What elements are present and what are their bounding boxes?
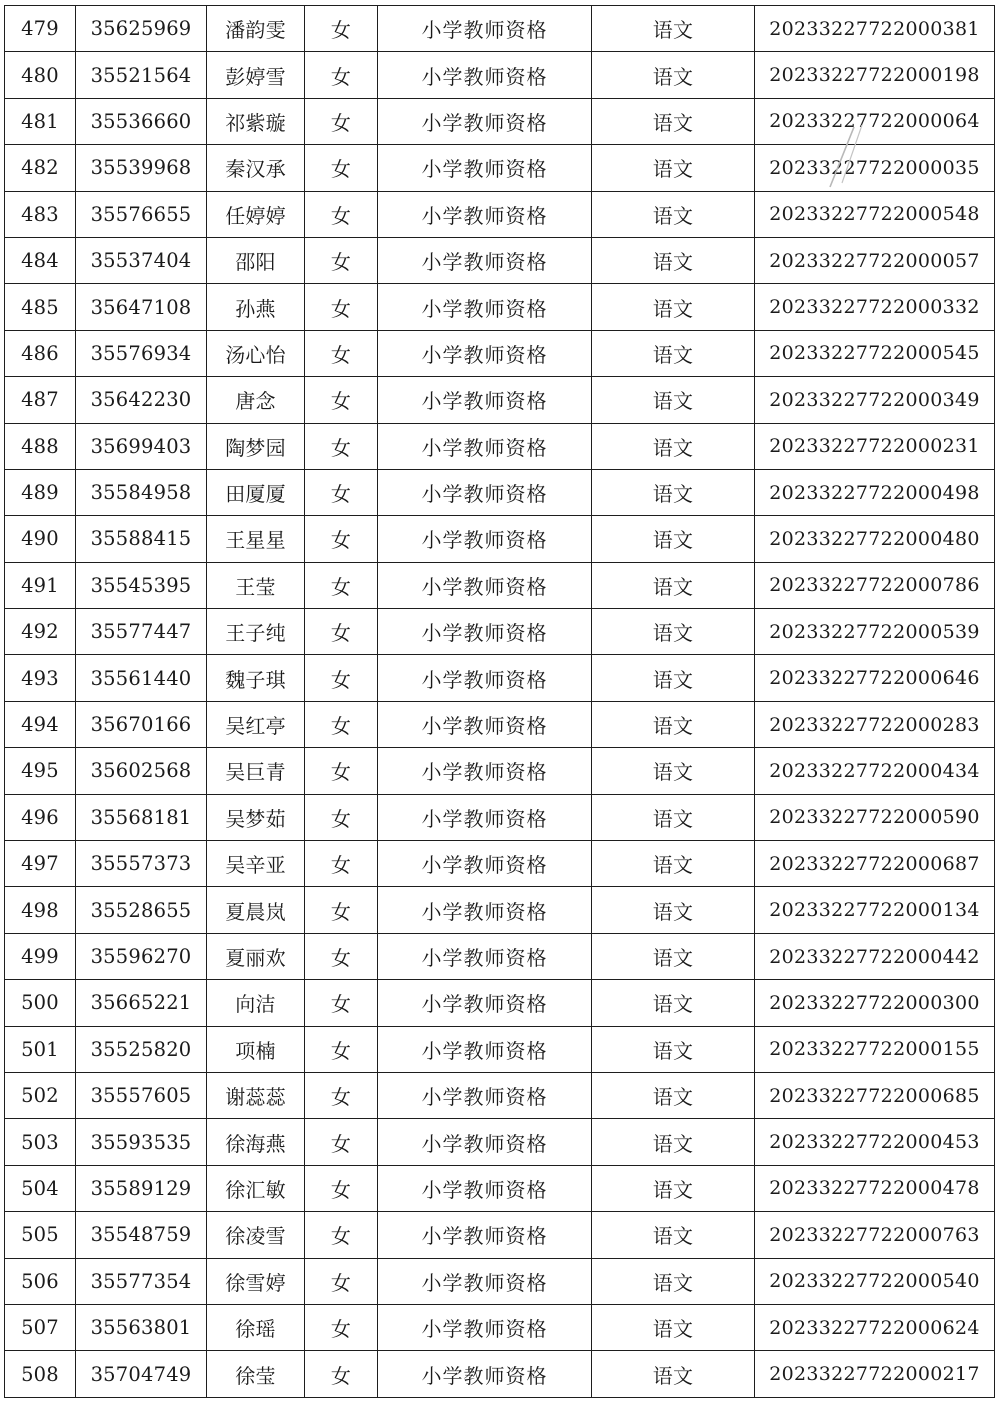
subject-cell: 语文 — [592, 609, 755, 655]
gender-cell: 女 — [305, 145, 378, 191]
registration-number-cell: 35584958 — [76, 469, 207, 515]
registration-number-cell: 35521564 — [76, 52, 207, 98]
seq-cell: 494 — [5, 701, 76, 747]
table-row — [5, 191, 995, 237]
gender-cell: 女 — [305, 701, 378, 747]
document-page — [4, 5, 994, 1422]
certificate-type-cell: 小学教师资格 — [378, 237, 592, 283]
seq-cell: 500 — [5, 980, 76, 1026]
table-row — [5, 701, 995, 747]
subject-cell: 语文 — [592, 980, 755, 1026]
seq-cell: 491 — [5, 562, 76, 608]
table-row — [5, 237, 995, 283]
table-row — [5, 1351, 995, 1397]
gender-cell: 女 — [305, 1072, 378, 1118]
table-row — [5, 794, 995, 840]
subject-cell: 语文 — [592, 655, 755, 701]
exam-number-cell: 20233227722000480 — [755, 516, 995, 562]
table-row — [5, 655, 995, 701]
gender-cell: 女 — [305, 933, 378, 979]
registration-number-cell: 35577447 — [76, 609, 207, 655]
exam-number-cell: 20233227722000548 — [755, 191, 995, 237]
gender-cell: 女 — [305, 980, 378, 1026]
table-row — [5, 933, 995, 979]
subject-cell: 语文 — [592, 98, 755, 144]
seq-cell: 487 — [5, 377, 76, 423]
exam-number-cell: 20233227722000687 — [755, 841, 995, 887]
table-row — [5, 1258, 995, 1304]
table-row — [5, 562, 995, 608]
certificate-type-cell: 小学教师资格 — [378, 52, 592, 98]
name-cell: 祁紫璇 — [207, 98, 305, 144]
name-cell: 吴红亭 — [207, 701, 305, 747]
subject-cell: 语文 — [592, 377, 755, 423]
certificate-type-cell: 小学教师资格 — [378, 423, 592, 469]
subject-cell: 语文 — [592, 52, 755, 98]
name-cell: 邵阳 — [207, 237, 305, 283]
subject-cell: 语文 — [592, 423, 755, 469]
subject-cell: 语文 — [592, 1165, 755, 1211]
gender-cell: 女 — [305, 1026, 378, 1072]
exam-number-cell: 20233227722000540 — [755, 1258, 995, 1304]
registration-number-cell: 35647108 — [76, 284, 207, 330]
seq-cell: 493 — [5, 655, 76, 701]
table-row — [5, 377, 995, 423]
registration-number-cell: 35525820 — [76, 1026, 207, 1072]
registration-number-cell: 35528655 — [76, 887, 207, 933]
certificate-type-cell: 小学教师资格 — [378, 330, 592, 376]
table-row — [5, 609, 995, 655]
subject-cell: 语文 — [592, 841, 755, 887]
table-row — [5, 1304, 995, 1350]
certificate-type-cell: 小学教师资格 — [378, 980, 592, 1026]
registration-number-cell: 35699403 — [76, 423, 207, 469]
subject-cell: 语文 — [592, 1119, 755, 1165]
seq-cell: 480 — [5, 52, 76, 98]
certificate-type-cell: 小学教师资格 — [378, 841, 592, 887]
gender-cell: 女 — [305, 191, 378, 237]
seq-cell: 502 — [5, 1072, 76, 1118]
exam-number-cell: 20233227722000786 — [755, 562, 995, 608]
name-cell: 魏子琪 — [207, 655, 305, 701]
subject-cell: 语文 — [592, 330, 755, 376]
seq-cell: 497 — [5, 841, 76, 887]
table-row — [5, 330, 995, 376]
name-cell: 吴巨青 — [207, 748, 305, 794]
gender-cell: 女 — [305, 1212, 378, 1258]
certificate-type-cell: 小学教师资格 — [378, 1258, 592, 1304]
exam-number-cell: 20233227722000349 — [755, 377, 995, 423]
candidate-table-body — [5, 6, 995, 1398]
seq-cell: 483 — [5, 191, 76, 237]
exam-number-cell: 20233227722000064 — [755, 98, 995, 144]
certificate-type-cell: 小学教师资格 — [378, 191, 592, 237]
name-cell: 王莹 — [207, 562, 305, 608]
subject-cell: 语文 — [592, 701, 755, 747]
name-cell: 向洁 — [207, 980, 305, 1026]
table-row — [5, 469, 995, 515]
seq-cell: 499 — [5, 933, 76, 979]
seq-cell: 507 — [5, 1304, 76, 1350]
name-cell: 王子纯 — [207, 609, 305, 655]
registration-number-cell: 35704749 — [76, 1351, 207, 1397]
gender-cell: 女 — [305, 562, 378, 608]
name-cell: 王星星 — [207, 516, 305, 562]
table-row — [5, 52, 995, 98]
gender-cell: 女 — [305, 1351, 378, 1397]
subject-cell: 语文 — [592, 237, 755, 283]
subject-cell: 语文 — [592, 933, 755, 979]
certificate-type-cell: 小学教师资格 — [378, 794, 592, 840]
certificate-type-cell: 小学教师资格 — [378, 6, 592, 52]
certificate-type-cell: 小学教师资格 — [378, 145, 592, 191]
registration-number-cell: 35557373 — [76, 841, 207, 887]
certificate-type-cell: 小学教师资格 — [378, 655, 592, 701]
name-cell: 徐雪婷 — [207, 1258, 305, 1304]
name-cell: 任婷婷 — [207, 191, 305, 237]
exam-number-cell: 20233227722000231 — [755, 423, 995, 469]
certificate-type-cell: 小学教师资格 — [378, 469, 592, 515]
certificate-type-cell: 小学教师资格 — [378, 377, 592, 423]
exam-number-cell: 20233227722000453 — [755, 1119, 995, 1165]
table-row — [5, 1212, 995, 1258]
name-cell: 彭婷雪 — [207, 52, 305, 98]
gender-cell: 女 — [305, 284, 378, 330]
seq-cell: 485 — [5, 284, 76, 330]
name-cell: 秦汉承 — [207, 145, 305, 191]
name-cell: 谢蕊蕊 — [207, 1072, 305, 1118]
subject-cell: 语文 — [592, 516, 755, 562]
registration-number-cell: 35576934 — [76, 330, 207, 376]
gender-cell: 女 — [305, 237, 378, 283]
table-row — [5, 423, 995, 469]
exam-number-cell: 20233227722000685 — [755, 1072, 995, 1118]
table-row — [5, 1119, 995, 1165]
subject-cell: 语文 — [592, 562, 755, 608]
exam-number-cell: 20233227722000283 — [755, 701, 995, 747]
table-row — [5, 887, 995, 933]
gender-cell: 女 — [305, 1304, 378, 1350]
registration-number-cell: 35577354 — [76, 1258, 207, 1304]
subject-cell: 语文 — [592, 887, 755, 933]
seq-cell: 495 — [5, 748, 76, 794]
registration-number-cell: 35596270 — [76, 933, 207, 979]
registration-number-cell: 35557605 — [76, 1072, 207, 1118]
name-cell: 夏晨岚 — [207, 887, 305, 933]
table-row — [5, 980, 995, 1026]
certificate-type-cell: 小学教师资格 — [378, 933, 592, 979]
gender-cell: 女 — [305, 516, 378, 562]
subject-cell: 语文 — [592, 1258, 755, 1304]
exam-number-cell: 20233227722000300 — [755, 980, 995, 1026]
subject-cell: 语文 — [592, 748, 755, 794]
subject-cell: 语文 — [592, 145, 755, 191]
name-cell: 吴辛亚 — [207, 841, 305, 887]
gender-cell: 女 — [305, 377, 378, 423]
subject-cell: 语文 — [592, 191, 755, 237]
exam-number-cell: 20233227722000646 — [755, 655, 995, 701]
subject-cell: 语文 — [592, 1072, 755, 1118]
certificate-type-cell: 小学教师资格 — [378, 516, 592, 562]
seq-cell: 492 — [5, 609, 76, 655]
name-cell: 吴梦茹 — [207, 794, 305, 840]
name-cell: 孙燕 — [207, 284, 305, 330]
certificate-type-cell: 小学教师资格 — [378, 1072, 592, 1118]
gender-cell: 女 — [305, 469, 378, 515]
table-row — [5, 284, 995, 330]
certificate-type-cell: 小学教师资格 — [378, 284, 592, 330]
certificate-type-cell: 小学教师资格 — [378, 1026, 592, 1072]
gender-cell: 女 — [305, 748, 378, 794]
gender-cell: 女 — [305, 841, 378, 887]
registration-number-cell: 35563801 — [76, 1304, 207, 1350]
subject-cell: 语文 — [592, 1351, 755, 1397]
seq-cell: 479 — [5, 6, 76, 52]
candidate-table — [4, 5, 995, 1398]
name-cell: 徐莹 — [207, 1351, 305, 1397]
registration-number-cell: 35670166 — [76, 701, 207, 747]
seq-cell: 488 — [5, 423, 76, 469]
seq-cell: 504 — [5, 1165, 76, 1211]
certificate-type-cell: 小学教师资格 — [378, 98, 592, 144]
name-cell: 潘韵雯 — [207, 6, 305, 52]
registration-number-cell: 35589129 — [76, 1165, 207, 1211]
certificate-type-cell: 小学教师资格 — [378, 887, 592, 933]
exam-number-cell: 20233227722000217 — [755, 1351, 995, 1397]
certificate-type-cell: 小学教师资格 — [378, 1119, 592, 1165]
exam-number-cell: 20233227722000381 — [755, 6, 995, 52]
gender-cell: 女 — [305, 794, 378, 840]
gender-cell: 女 — [305, 1119, 378, 1165]
registration-number-cell: 35545395 — [76, 562, 207, 608]
seq-cell: 486 — [5, 330, 76, 376]
exam-number-cell: 20233227722000332 — [755, 284, 995, 330]
seq-cell: 505 — [5, 1212, 76, 1258]
seq-cell: 484 — [5, 237, 76, 283]
certificate-type-cell: 小学教师资格 — [378, 1212, 592, 1258]
registration-number-cell: 35588415 — [76, 516, 207, 562]
name-cell: 汤心怡 — [207, 330, 305, 376]
registration-number-cell: 35539968 — [76, 145, 207, 191]
name-cell: 陶梦园 — [207, 423, 305, 469]
certificate-type-cell: 小学教师资格 — [378, 748, 592, 794]
registration-number-cell: 35548759 — [76, 1212, 207, 1258]
table-row — [5, 6, 995, 52]
certificate-type-cell: 小学教师资格 — [378, 1165, 592, 1211]
exam-number-cell: 20233227722000035 — [755, 145, 995, 191]
subject-cell: 语文 — [592, 469, 755, 515]
gender-cell: 女 — [305, 609, 378, 655]
seq-cell: 498 — [5, 887, 76, 933]
gender-cell: 女 — [305, 6, 378, 52]
table-row — [5, 841, 995, 887]
exam-number-cell: 20233227722000434 — [755, 748, 995, 794]
seq-cell: 481 — [5, 98, 76, 144]
exam-number-cell: 20233227722000057 — [755, 237, 995, 283]
exam-number-cell: 20233227722000545 — [755, 330, 995, 376]
registration-number-cell: 35642230 — [76, 377, 207, 423]
exam-number-cell: 20233227722000134 — [755, 887, 995, 933]
seq-cell: 508 — [5, 1351, 76, 1397]
name-cell: 田厦厦 — [207, 469, 305, 515]
registration-number-cell: 35625969 — [76, 6, 207, 52]
registration-number-cell: 35537404 — [76, 237, 207, 283]
gender-cell: 女 — [305, 330, 378, 376]
exam-number-cell: 20233227722000478 — [755, 1165, 995, 1211]
table-row — [5, 145, 995, 191]
certificate-type-cell: 小学教师资格 — [378, 1304, 592, 1350]
gender-cell: 女 — [305, 887, 378, 933]
certificate-type-cell: 小学教师资格 — [378, 609, 592, 655]
exam-number-cell: 20233227722000763 — [755, 1212, 995, 1258]
table-row — [5, 1026, 995, 1072]
table-row — [5, 1165, 995, 1211]
exam-number-cell: 20233227722000498 — [755, 469, 995, 515]
exam-number-cell: 20233227722000590 — [755, 794, 995, 840]
name-cell: 夏丽欢 — [207, 933, 305, 979]
table-row — [5, 516, 995, 562]
registration-number-cell: 35576655 — [76, 191, 207, 237]
exam-number-cell: 20233227722000539 — [755, 609, 995, 655]
seq-cell: 496 — [5, 794, 76, 840]
table-row — [5, 98, 995, 144]
subject-cell: 语文 — [592, 284, 755, 330]
subject-cell: 语文 — [592, 6, 755, 52]
gender-cell: 女 — [305, 423, 378, 469]
certificate-type-cell: 小学教师资格 — [378, 1351, 592, 1397]
subject-cell: 语文 — [592, 1026, 755, 1072]
name-cell: 项楠 — [207, 1026, 305, 1072]
subject-cell: 语文 — [592, 1212, 755, 1258]
table-row — [5, 1072, 995, 1118]
name-cell: 徐瑶 — [207, 1304, 305, 1350]
gender-cell: 女 — [305, 98, 378, 144]
name-cell: 徐海燕 — [207, 1119, 305, 1165]
certificate-type-cell: 小学教师资格 — [378, 701, 592, 747]
exam-number-cell: 20233227722000624 — [755, 1304, 995, 1350]
registration-number-cell: 35593535 — [76, 1119, 207, 1165]
seq-cell: 503 — [5, 1119, 76, 1165]
gender-cell: 女 — [305, 52, 378, 98]
subject-cell: 语文 — [592, 1304, 755, 1350]
certificate-type-cell: 小学教师资格 — [378, 562, 592, 608]
exam-number-cell: 20233227722000155 — [755, 1026, 995, 1072]
registration-number-cell: 35561440 — [76, 655, 207, 701]
seq-cell: 501 — [5, 1026, 76, 1072]
subject-cell: 语文 — [592, 794, 755, 840]
name-cell: 徐汇敏 — [207, 1165, 305, 1211]
exam-number-cell: 20233227722000198 — [755, 52, 995, 98]
registration-number-cell: 35568181 — [76, 794, 207, 840]
name-cell: 唐念 — [207, 377, 305, 423]
registration-number-cell: 35602568 — [76, 748, 207, 794]
table-row — [5, 748, 995, 794]
exam-number-cell: 20233227722000442 — [755, 933, 995, 979]
registration-number-cell: 35536660 — [76, 98, 207, 144]
seq-cell: 490 — [5, 516, 76, 562]
gender-cell: 女 — [305, 1258, 378, 1304]
gender-cell: 女 — [305, 1165, 378, 1211]
seq-cell: 489 — [5, 469, 76, 515]
seq-cell: 482 — [5, 145, 76, 191]
name-cell: 徐凌雪 — [207, 1212, 305, 1258]
gender-cell: 女 — [305, 655, 378, 701]
registration-number-cell: 35665221 — [76, 980, 207, 1026]
seq-cell: 506 — [5, 1258, 76, 1304]
